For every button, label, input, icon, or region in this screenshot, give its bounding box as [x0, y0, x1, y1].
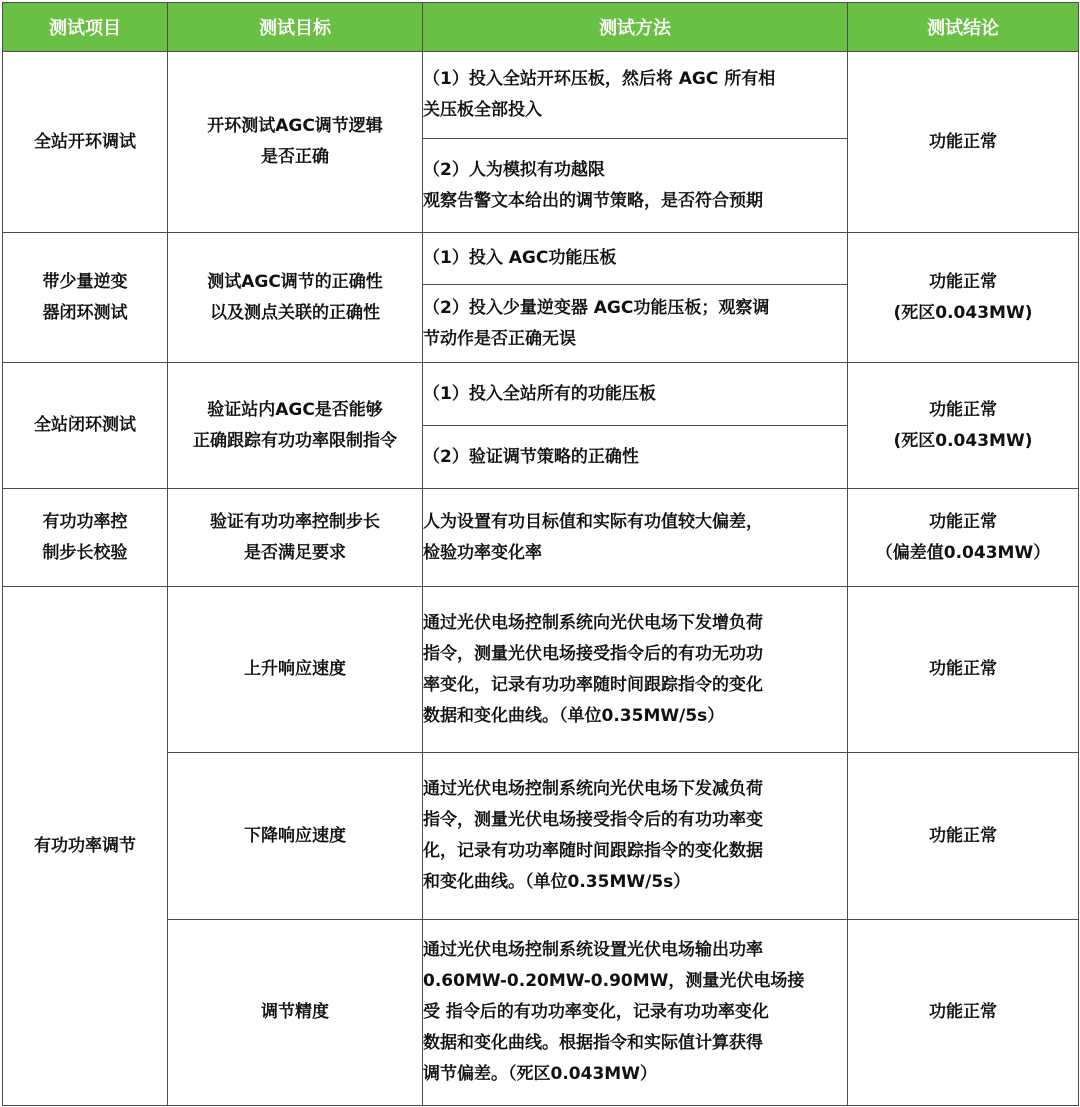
test-results-table [2, 2, 1079, 1106]
header-test-method: 测试方法 [423, 3, 848, 52]
test-conclusion-cell: 功能正常 [848, 753, 1079, 920]
test-conclusion-cell: 功能正常 [848, 587, 1079, 753]
header-test-conclusion: 测试结论 [848, 3, 1079, 52]
table-row [3, 489, 1079, 587]
test-method-cell: 通过光伏电场控制系统设置光伏电场输出功率 0.60MW-0.20MW-0.90MW，测量光伏电场接 受 指令后的有功功率变化，记录有功功率变化 数据和变化曲线。根据指令和实际值计算获得 调节偏差。（死区0.043MW） [423, 920, 848, 1106]
test-conclusion-cell: 功能正常 [848, 52, 1079, 233]
test-goal-cell: 验证有功功率控制步长 是否满足要求 [168, 489, 423, 587]
test-method-cell: 通过光伏电场控制系统向光伏电场下发减负荷 指令，测量光伏电场接受指令后的有功功率变 化，记录有功功率随时间跟踪指令的变化数据 和变化曲线。（单位0.35MW/5s） [423, 753, 848, 920]
test-goal-cell: 开环测试AGC调节逻辑 是否正确 [168, 52, 423, 233]
test-item-cell: 带少量逆变 器闭环测试 [3, 233, 168, 363]
test-conclusion-cell: 功能正常 [848, 920, 1079, 1106]
test-goal-cell: 调节精度 [168, 920, 423, 1106]
header-test-item: 测试项目 [3, 3, 168, 52]
test-item-cell: 有功功率调节 [3, 587, 168, 1106]
test-method-cell: 人为设置有功目标值和实际有功值较大偏差， 检验功率变化率 [423, 489, 848, 587]
table-row [3, 233, 1079, 285]
test-method-cell: （1）投入全站开环压板，然后将 AGC 所有相 关压板全部投入 [423, 52, 848, 139]
test-goal-cell: 验证站内AGC是否能够 正确跟踪有功功率限制指令 [168, 363, 423, 489]
test-item-cell: 全站闭环测试 [3, 363, 168, 489]
test-conclusion-cell: 功能正常 (死区0.043MW) [848, 363, 1079, 489]
test-method-cell: （2）人为模拟有功越限 观察告警文本给出的调节策略，是否符合预期 [423, 139, 848, 233]
header-test-goal: 测试目标 [168, 3, 423, 52]
test-goal-cell: 测试AGC调节的正确性 以及测点关联的正确性 [168, 233, 423, 363]
test-item-cell: 有功功率控 制步长校验 [3, 489, 168, 587]
test-goal-cell: 下降响应速度 [168, 753, 423, 920]
test-method-cell: （2）验证调节策略的正确性 [423, 426, 848, 489]
table-row [3, 52, 1079, 139]
test-method-cell: （1）投入全站所有的功能压板 [423, 363, 848, 426]
test-conclusion-cell: 功能正常 (死区0.043MW) [848, 233, 1079, 363]
table-row [3, 587, 1079, 753]
table-row [3, 363, 1079, 426]
test-goal-cell: 上升响应速度 [168, 587, 423, 753]
test-method-cell: （2）投入少量逆变器 AGC功能压板；观察调 节动作是否正确无误 [423, 285, 848, 363]
test-method-cell: （1）投入 AGC功能压板 [423, 233, 848, 285]
test-method-cell: 通过光伏电场控制系统向光伏电场下发增负荷 指令，测量光伏电场接受指令后的有功无功功 率变化，记录有功功率随时间跟踪指令的变化 数据和变化曲线。（单位0.35MW/5s） [423, 587, 848, 753]
test-item-cell: 全站开环调试 [3, 52, 168, 233]
test-conclusion-cell: 功能正常 （偏差值0.043MW） [848, 489, 1079, 587]
table-header-row [3, 3, 1079, 52]
